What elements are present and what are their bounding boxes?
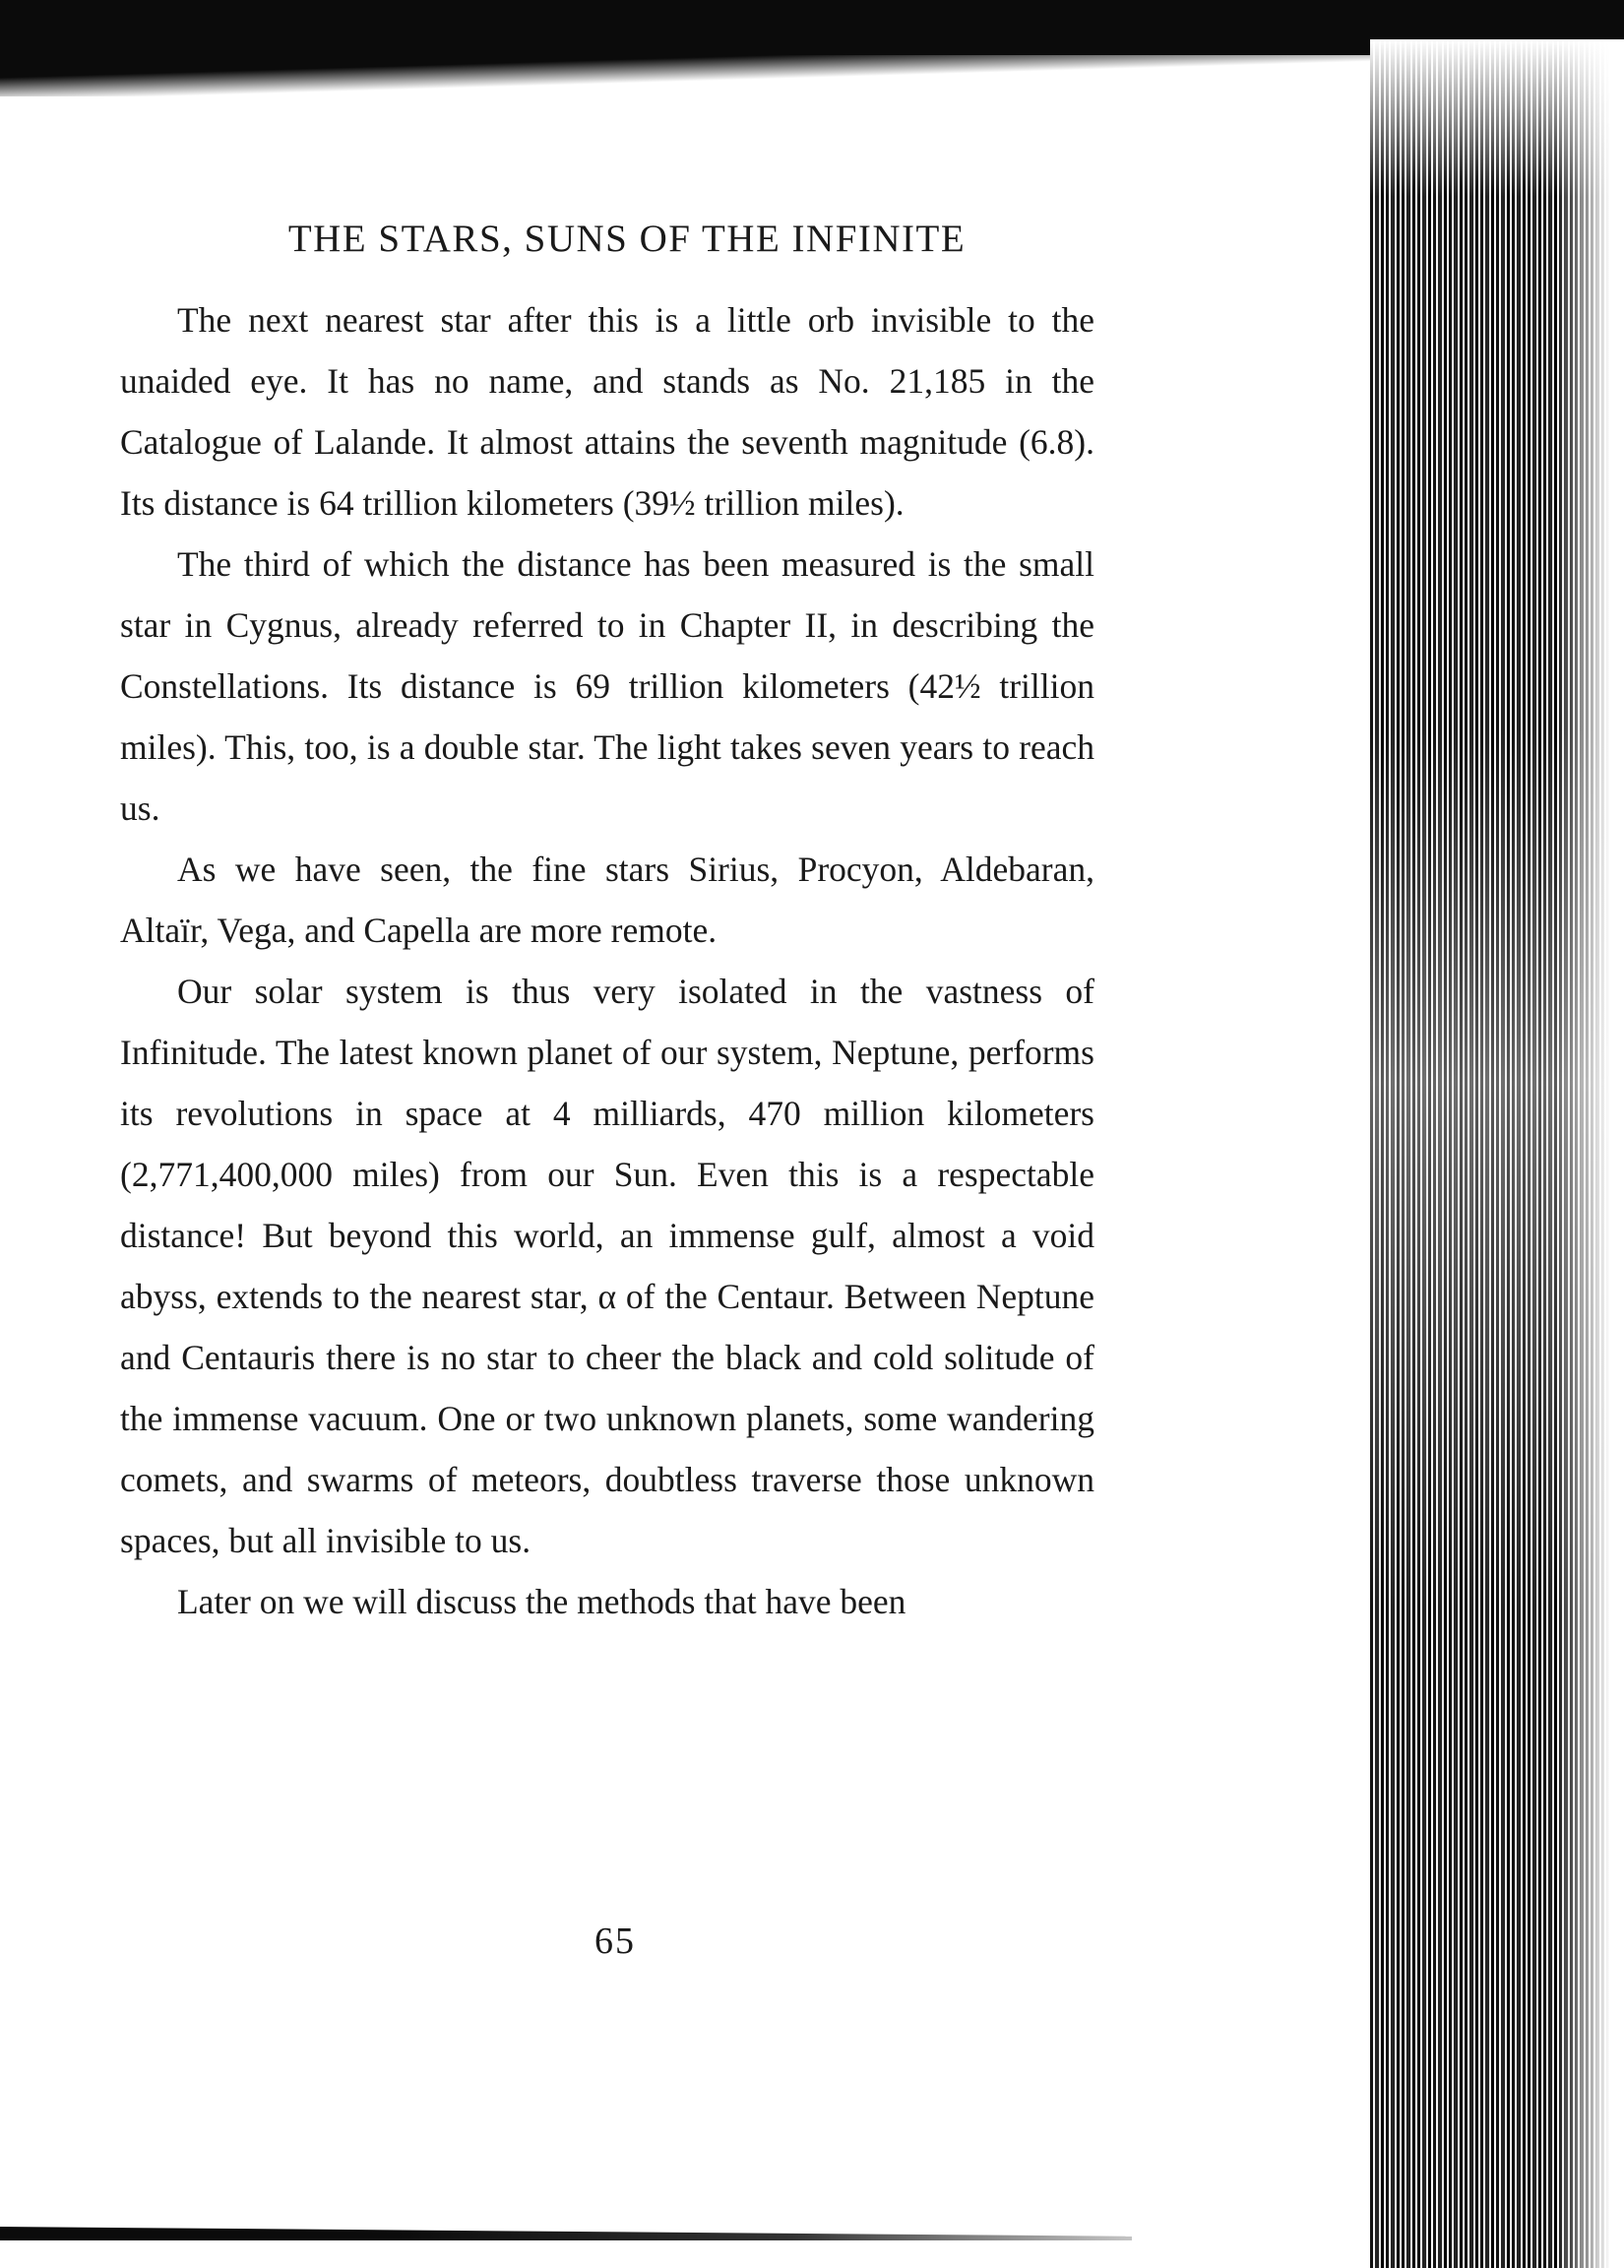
- page-number: 65: [594, 1921, 636, 1962]
- paragraph: The third of which the distance has been measured is the small star in Cygnus, already referred to in Chapter II, in describing the Constellations. Its distance is 69 trillion kilometers (42½ trillion miles). This, too, is a double star. The light takes seven years to reach us.: [120, 544, 1094, 828]
- paragraph: As we have seen, the fine stars Sirius, Procyon, Aldebaran, Altaïr, Vega, and Capella are more remote.: [120, 850, 1094, 950]
- paragraph: Later on we will discuss the methods that have been: [177, 1582, 906, 1621]
- body-text: [120, 289, 1094, 1632]
- book-page-edges: [1370, 39, 1624, 2268]
- scan-bottom-rule: [0, 2227, 1132, 2240]
- paragraph: The next nearest star after this is a little orb invisible to the unaided eye. It has no name, and stands as No. 21,185 in the Catalogue of Lalande. It almost attains the seventh magnitude (6.8). Its distance is 64 trillion kilometers (39½ trillion miles).: [120, 300, 1094, 523]
- page-content: [120, 197, 1094, 1632]
- running-head: THE STARS, SUNS OF THE INFINITE: [287, 218, 967, 260]
- paragraph: Our solar system is thus very isolated in the vastness of Infinitude. The latest known planet of our system, Neptune, performs its revolutions in space at 4 milliards, 470 million kilometers (2,771,400,000 miles) from our Sun. Even this is a respectable distance! But beyond this world, an immense gulf, almost a void abyss, extends to the nearest star, α of the Centaur. Between Neptune and Centauris there is no star to cheer the black and cold solitude of the immense vacuum. One or two unknown planets, some wandering comets, and swarms of meteors, doubtless traverse those unknown spaces, but all invisible to us.: [120, 972, 1094, 1560]
